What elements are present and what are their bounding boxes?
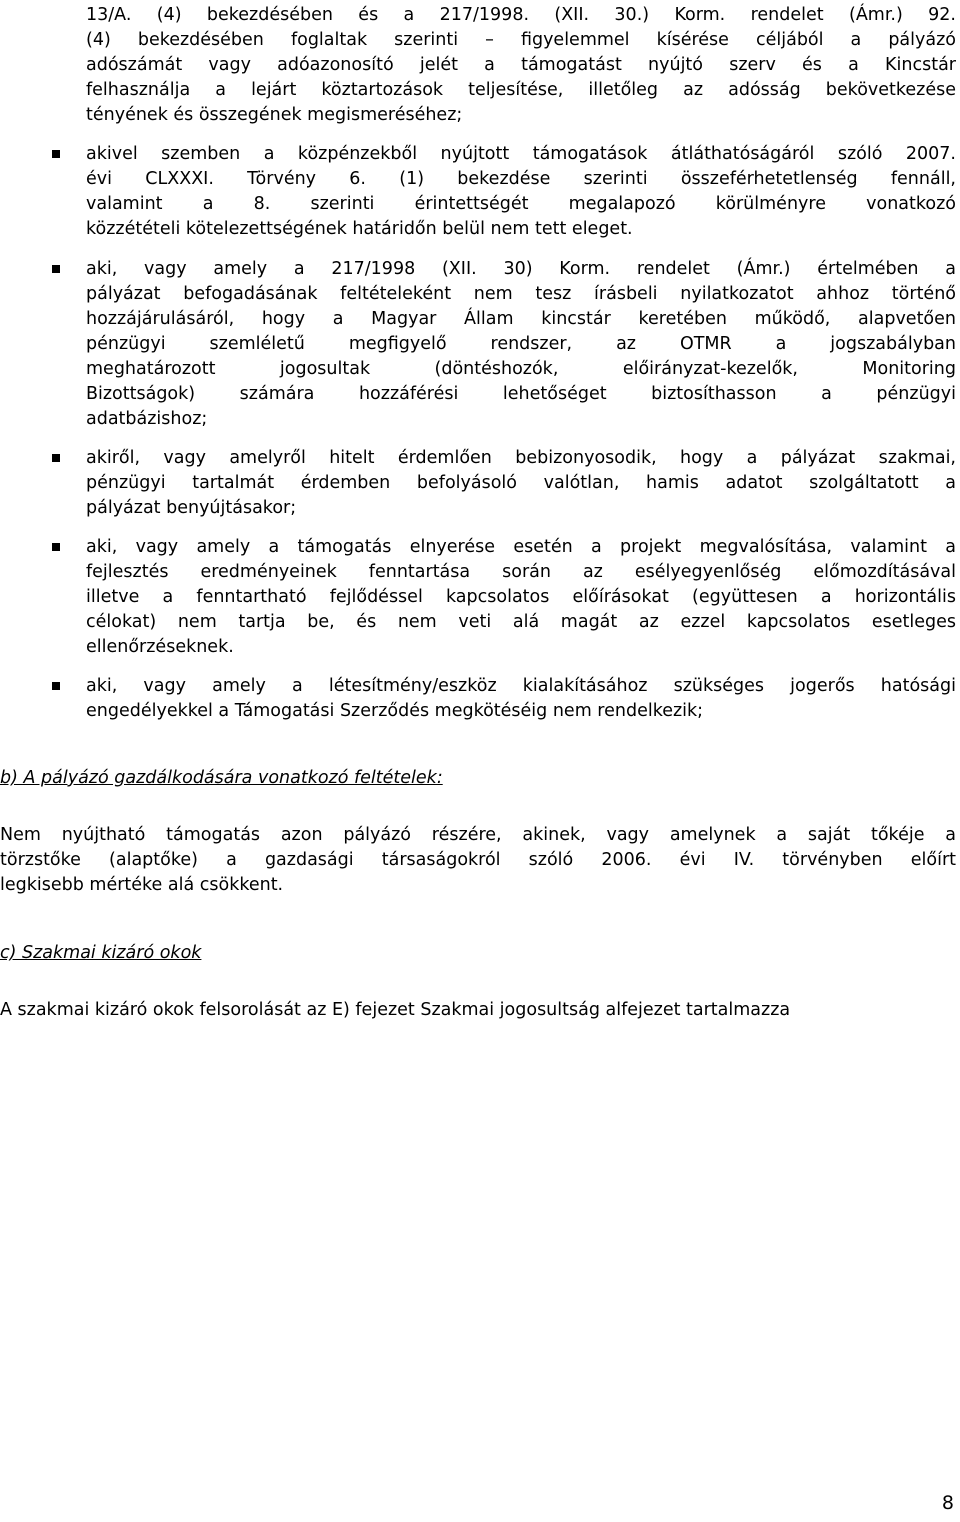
- bullet-2-line: meghatározott jogosultak (döntéshozók, előirányzat-kezelők, Monitoring: [86, 359, 956, 379]
- bullet-marker: [52, 543, 60, 551]
- bullet-2-line: pénzügyi szemléletű megfigyelő rendszer, az OTMR a jogszabályban: [86, 334, 956, 354]
- bullet-4-line: ellenőrzéseknek.: [86, 637, 234, 657]
- intro-line: adószámát vagy adóazonosító jelét a támogatást nyújtó szerv és a Kincstár: [86, 55, 956, 75]
- bullet-4-line: fejlesztés eredményeinek fenntartása során az esélyegyenlőség előmozdításával: [86, 562, 956, 582]
- bullet-2-line: hozzájárulásáról, hogy a Magyar Állam kincstár keretében működő, alapvetően: [86, 309, 956, 329]
- bullet-2-line: pályázat befogadásának feltételeként nem tesz írásbeli nyilatkozatot ahhoz történő: [86, 284, 956, 304]
- bullet-3-line: pénzügyi tartalmát érdemben befolyásoló valótlan, hamis adatot szolgáltatott a: [86, 473, 956, 493]
- bullet-3-line: pályázat benyújtásakor;: [86, 498, 297, 518]
- bullet-4-line: célokat) nem tartja be, és nem veti alá magát az ezzel kapcsolatos esetleges: [86, 612, 956, 632]
- bullet-marker: [52, 454, 60, 462]
- intro-line: felhasználja a lejárt köztartozások teljesítése, illetőleg az adósság bekövetkezése: [86, 80, 956, 100]
- bullet-2-line: adatbázishoz;: [86, 409, 208, 429]
- bullet-4-line: aki, vagy amely a támogatás elnyerése esetén a projekt megvalósítása, valamint a: [86, 537, 956, 557]
- bullet-2-line: aki, vagy amely a 217/1998 (XII. 30) Korm. rendelet (Ámr.) értelmében a: [86, 259, 956, 279]
- bullet-marker: [52, 265, 60, 273]
- bullet-2-line: Bizottságok) számára hozzáférési lehetőséget biztosíthasson a pénzügyi: [86, 384, 956, 404]
- bullet-5-line: aki, vagy amely a létesítmény/eszköz kialakításához szükséges jogerős hatósági: [86, 676, 956, 696]
- page-number: 8: [941, 1492, 954, 1514]
- bullet-marker: [52, 682, 60, 690]
- bullet-1-line: valamint a 8. szerinti érintettségét megalapozó körülményre vonatkozó: [86, 194, 956, 214]
- bullet-5-line: engedélyekkel a Támogatási Szerződés megkötéséig nem rendelkezik;: [86, 701, 704, 721]
- bullet-marker: [52, 150, 60, 158]
- section-b-line: törzstőke (alaptőke) a gazdasági társaságokról szóló 2006. évi IV. törvényben előírt: [0, 850, 956, 870]
- section-c-text: A szakmai kizáró okok felsorolását az E) fejezet Szakmai jogosultság alfejezet tartalmazza: [0, 1000, 791, 1020]
- bullet-1-line: akivel szemben a közpénzekből nyújtott támogatások átláthatóságáról szóló 2007.: [86, 144, 956, 164]
- bullet-4-line: illetve a fenntartható fejlődéssel kapcsolatos előírásokat (együttesen a horizontális: [86, 587, 956, 607]
- section-c-heading: c) Szakmai kizáró okok: [0, 943, 202, 963]
- bullet-3-line: akiről, vagy amelyről hitelt érdemlően bebizonyosodik, hogy a pályázat szakmai,: [86, 448, 956, 468]
- intro-line: (4) bekezdésében foglaltak szerinti – figyelemmel kísérése céljából a pályázó: [86, 30, 956, 50]
- intro-line: 13/A. (4) bekezdésében és a 217/1998. (XII. 30.) Korm. rendelet (Ámr.) 92.: [86, 5, 956, 25]
- section-b-heading: b) A pályázó gazdálkodására vonatkozó feltételek:: [0, 768, 443, 788]
- section-b-line: Nem nyújtható támogatás azon pályázó részére, akinek, vagy amelynek a saját tőkéje a: [0, 825, 956, 845]
- intro-line: tényének és összegének megismeréséhez;: [86, 105, 463, 125]
- bullet-1-line: évi CLXXXI. Törvény 6. (1) bekezdése szerinti összeférhetetlenség fennáll,: [86, 169, 956, 189]
- bullet-1-line: közzétételi kötelezettségének határidőn belül nem tett eleget.: [86, 219, 633, 239]
- section-b-line: legkisebb mértéke alá csökkent.: [0, 875, 284, 895]
